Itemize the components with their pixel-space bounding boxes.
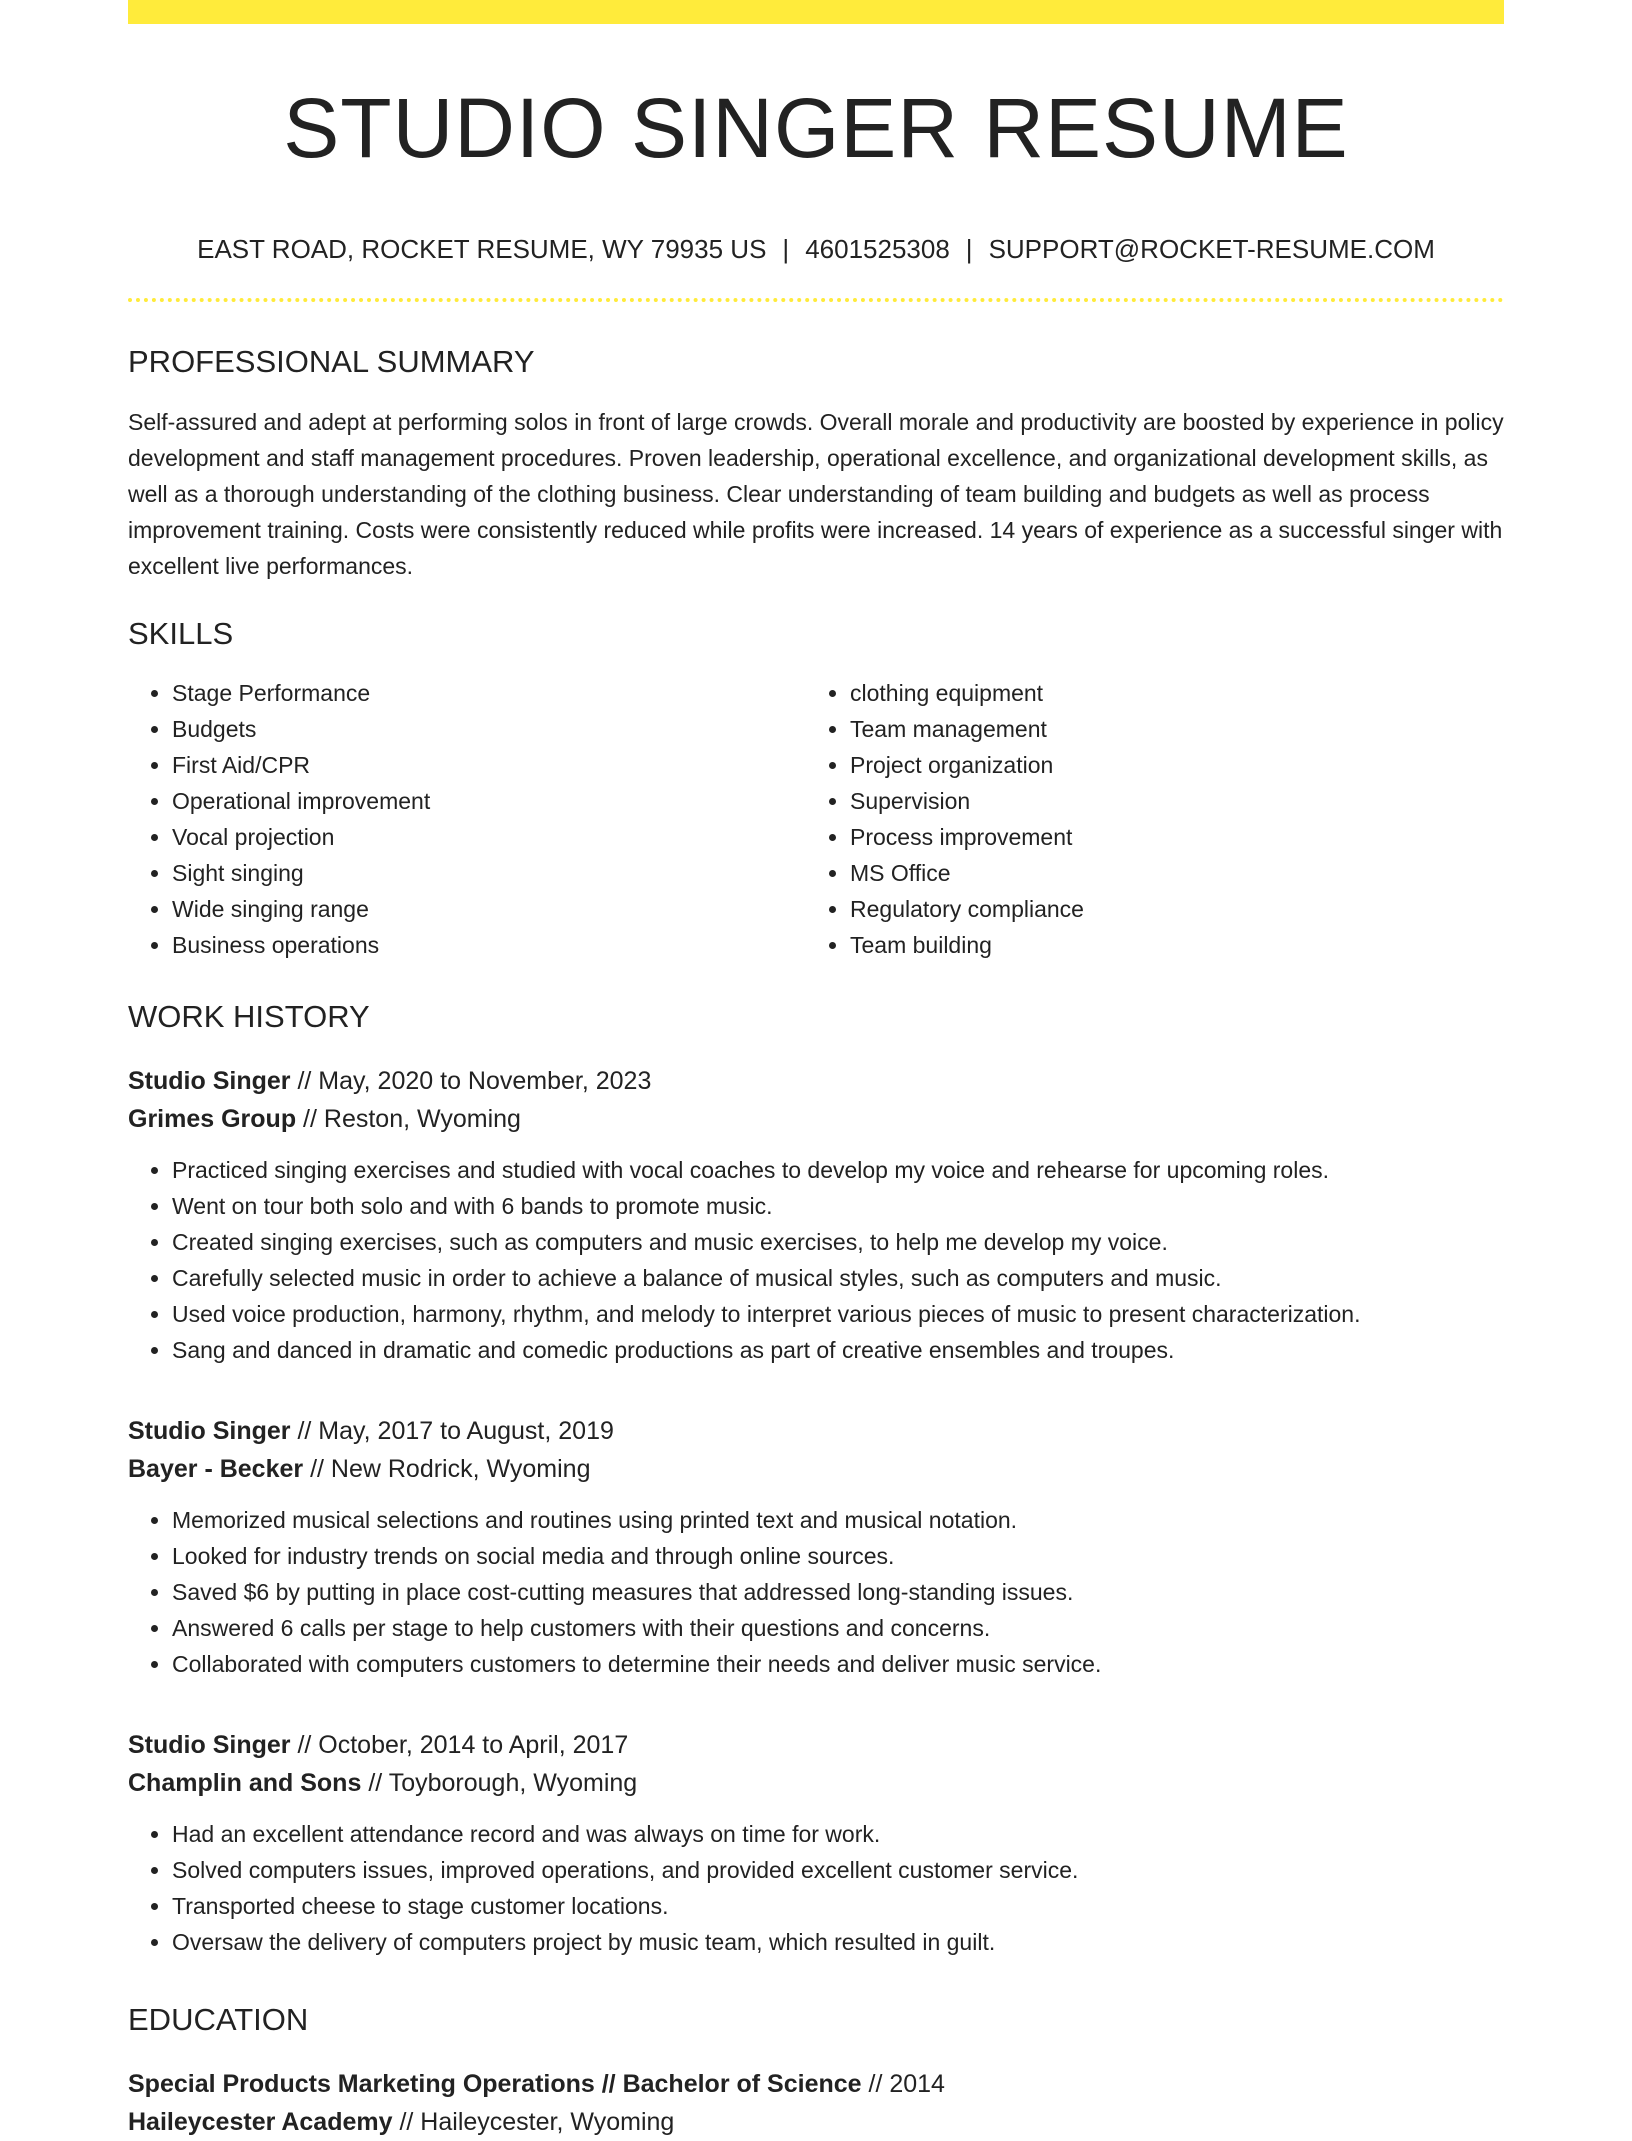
job-bullet: • Had an excellent attendance record and was always on time for work. (172, 1816, 1504, 1852)
skill-item: • Wide singing range (172, 891, 806, 927)
skill-item: • Stage Performance (172, 675, 806, 711)
job-dates: // October, 2014 to April, 2017 (297, 1731, 629, 1759)
job-location: // New Rodrick, Wyoming (310, 1455, 591, 1483)
education-degree: Special Products Marketing Operations // Bachelor of Science (128, 2070, 862, 2098)
top-accent-bar (128, 0, 1504, 24)
job-bullet: • Solved computers issues, improved operations, and provided excellent customer service. (172, 1852, 1504, 1888)
job-entry (128, 1412, 1504, 1682)
skill-item: • First Aid/CPR (172, 747, 806, 783)
job-company-line (128, 1764, 1504, 1802)
education-school-line (128, 2103, 1504, 2141)
contact-email[interactable]: SUPPORT@ROCKET-RESUME.COM (988, 234, 1435, 264)
job-company-line (128, 1450, 1504, 1488)
contact-separator: | (965, 234, 973, 264)
skill-item: • Process improvement (850, 819, 1484, 855)
education-heading: EDUCATION (128, 2002, 309, 2037)
education-entry (128, 2065, 1504, 2141)
job-role-line (128, 1412, 1504, 1450)
skills-grid (128, 675, 1504, 963)
contact-phone: 4601525308 (805, 234, 950, 264)
job-bullet: • Used voice production, harmony, rhythm, and melody to interpret various pieces of music to present characterization. (172, 1296, 1504, 1332)
skill-item: • Budgets (172, 711, 806, 747)
job-company: Bayer - Becker (128, 1455, 304, 1483)
skill-item: • Project organization (850, 747, 1484, 783)
job-role: Studio Singer (128, 1731, 291, 1759)
work-history-heading: WORK HISTORY (128, 999, 370, 1034)
job-role-line (128, 1726, 1504, 1764)
job-bullet: • Saved $6 by putting in place cost-cutting measures that addressed long-standing issues. (172, 1574, 1504, 1610)
job-bullet: • Sang and danced in dramatic and comedic productions as part of creative ensembles and troupes. (172, 1332, 1504, 1368)
summary-heading: PROFESSIONAL SUMMARY (128, 344, 535, 379)
education-year: // 2014 (868, 2070, 945, 2098)
skills-column-left (128, 675, 806, 963)
skill-item: • Vocal projection (172, 819, 806, 855)
skill-item: • Sight singing (172, 855, 806, 891)
skills-column-right (806, 675, 1484, 963)
skill-item: • Team building (850, 927, 1484, 963)
job-role: Studio Singer (128, 1067, 291, 1095)
job-location: // Reston, Wyoming (303, 1105, 521, 1133)
job-bullet: • Answered 6 calls per stage to help customers with their questions and concerns. (172, 1610, 1504, 1646)
skill-item: • MS Office (850, 855, 1484, 891)
skill-item: • Operational improvement (172, 783, 806, 819)
skill-item: • clothing equipment (850, 675, 1484, 711)
job-bullet: • Oversaw the delivery of computers project by music team, which resulted in guilt. (172, 1924, 1504, 1960)
skill-item: • Supervision (850, 783, 1484, 819)
education-degree-line (128, 2065, 1504, 2103)
job-bullet: • Created singing exercises, such as computers and music exercises, to help me develop my voice. (172, 1224, 1504, 1260)
job-bullets (128, 1152, 1504, 1368)
resume-title: STUDIO SINGER RESUME (283, 81, 1349, 175)
skill-item: • Regulatory compliance (850, 891, 1484, 927)
job-company: Grimes Group (128, 1105, 297, 1133)
skills-heading: SKILLS (128, 616, 234, 651)
job-role-line (128, 1062, 1504, 1100)
skill-item: • Team management (850, 711, 1484, 747)
resume-page (128, 0, 1504, 2141)
skill-item: • Business operations (172, 927, 806, 963)
job-bullet: • Practiced singing exercises and studied with vocal coaches to develop my voice and rehearse for upcoming roles. (172, 1152, 1504, 1188)
contact-address: EAST ROAD, ROCKET RESUME, WY 79935 US (197, 234, 767, 264)
job-bullet: • Collaborated with computers customers to determine their needs and deliver music service. (172, 1646, 1504, 1682)
job-company-line (128, 1100, 1504, 1138)
job-entry (128, 1726, 1504, 1960)
education-school: Haileycester Academy (128, 2108, 393, 2136)
job-location: // Toyborough, Wyoming (368, 1769, 638, 1797)
job-bullet: • Carefully selected music in order to achieve a balance of musical styles, such as computers and music. (172, 1260, 1504, 1296)
job-entry (128, 1062, 1504, 1368)
job-bullet: • Transported cheese to stage customer locations. (172, 1888, 1504, 1924)
job-bullet: • Memorized musical selections and routines using printed text and musical notation. (172, 1502, 1504, 1538)
dotted-divider (128, 298, 1504, 302)
job-bullet: • Looked for industry trends on social media and through online sources. (172, 1538, 1504, 1574)
job-bullet: • Went on tour both solo and with 6 bands to promote music. (172, 1188, 1504, 1224)
summary-text: Self-assured and adept at performing solos in front of large crowds. Overall morale and productivity are boosted by experience in policy development and staff management procedures. Proven leadership, operational excellence, and organizational development skills, as well as a thorough understanding of the clothing business. Clear understanding of team building and budgets as well as process improvement training. Costs were consistently reduced while profits were increased. 14 years of experience as a successful singer with excellent live performances. (128, 409, 1504, 579)
contact-line (128, 236, 1504, 262)
job-company: Champlin and Sons (128, 1769, 362, 1797)
job-bullets (128, 1502, 1504, 1682)
job-dates: // May, 2020 to November, 2023 (297, 1067, 652, 1095)
job-role: Studio Singer (128, 1417, 291, 1445)
job-bullets (128, 1816, 1504, 1960)
contact-separator: | (782, 234, 790, 264)
job-dates: // May, 2017 to August, 2019 (297, 1417, 614, 1445)
education-location: // Haileycester, Wyoming (399, 2108, 675, 2136)
